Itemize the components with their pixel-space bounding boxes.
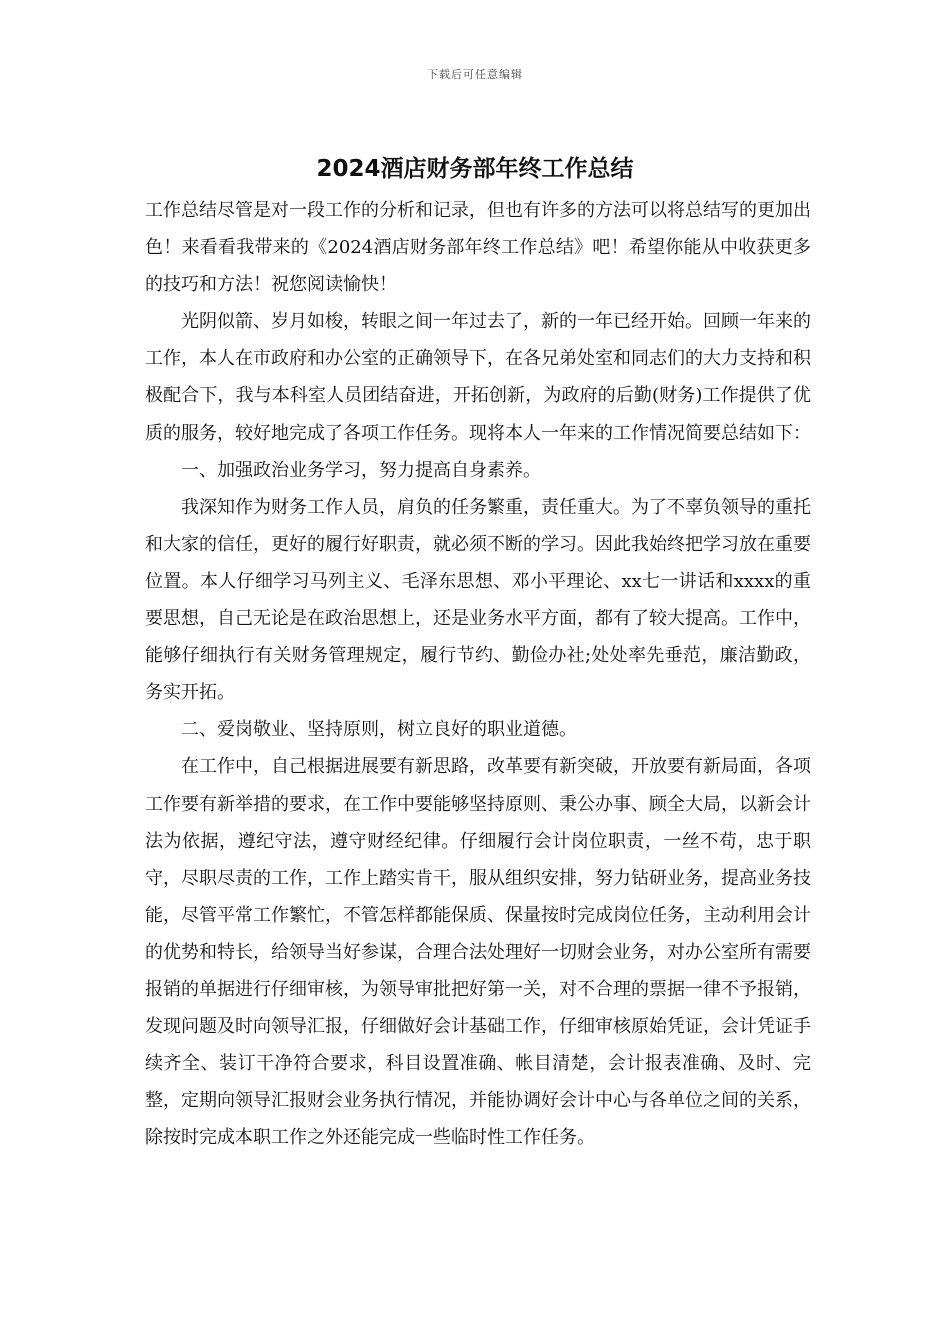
header-note: 下载后可任意编辑 bbox=[427, 68, 523, 81]
section-heading-2: 二、爱岗敬业、坚持原则，树立良好的职业道德。 bbox=[181, 719, 577, 741]
body-paragraph-3: 在工作中，自己根据进展要有新思路，改革要有新突破，开放要有新局面，各项工作要有新举措的要求，在工作中要能够坚持原则、秉公办事、顾全大局，以新会计法为依据，遵纪守法，遵守财经纪律。仔细履行会计岗位职责，一丝不苟，忠于职守，尽职尽责的工作，工作上踏实肯干，服从组织安排，努力钻研业务，提高业务技能，尽管平常工作繁忙，不管怎样都能保质、保量按时完成岗位任务，主动利用会计的优势和特长，给领导当好参谋，合理合法处理好一切财会业务，对办公室所有需要报销的单据进行仔细审核，为领导审批把好第一关，对不合理的票据一律不予报销，发现问题及时向领导汇报，仔细做好会计基础工作，仔细审核原始凭证，会计凭证手续齐全、装订干净符合要求，科目设置准确、帐目清楚，会计报表准确、及时、完整，定期向领导汇报财会业务执行情况，并能协调好会计中心与各单位之间的关系，除按时完成本职工作之外还能完成一些临时性工作任务。 bbox=[145, 756, 811, 1149]
document-body bbox=[145, 192, 811, 1156]
body-paragraph-1: 光阴似箭、岁月如梭，转眼之间一年过去了，新的一年已经开始。回顾一年来的工作，本人在市政府和办公室的正确领导下，在各兄弟处室和同志们的大力支持和积极配合下，我与本科室人员团结奋进，开拓创新，为政府的后勤(财务)工作提供了优质的服务，较好地完成了各项工作任务。现将本人一年来的工作情况简要总结如下： bbox=[145, 311, 811, 444]
body-paragraph-2: 我深知作为财务工作人员，肩负的任务繁重，责任重大。为了不辜负领导的重托和大家的信任，更好的履行好职责，就必须不断的学习。因此我始终把学习放在重要位置。本人仔细学习马列主义、毛泽东思想、邓小平理论、xx七一讲话和xxxx的重要思想，自己无论是在政治思想上，还是业务水平方面，都有了较大提高。工作中，能够仔细执行有关财务管理规定，履行节约、勤俭办社;处处率先垂范，廉洁勤政，务实开拓。 bbox=[145, 496, 811, 704]
document-title: 2024酒店财务部年终工作总结 bbox=[316, 156, 634, 182]
intro-paragraph: 工作总结尽管是对一段工作的分析和记录，但也有许多的方法可以将总结写的更加出色！来看看我带来的《2024酒店财务部年终工作总结》吧！希望你能从中收获更多的技巧和方法！祝您阅读愉快！ bbox=[145, 200, 811, 296]
section-heading-1: 一、加强政治业务学习，努力提高自身素养。 bbox=[181, 459, 541, 481]
